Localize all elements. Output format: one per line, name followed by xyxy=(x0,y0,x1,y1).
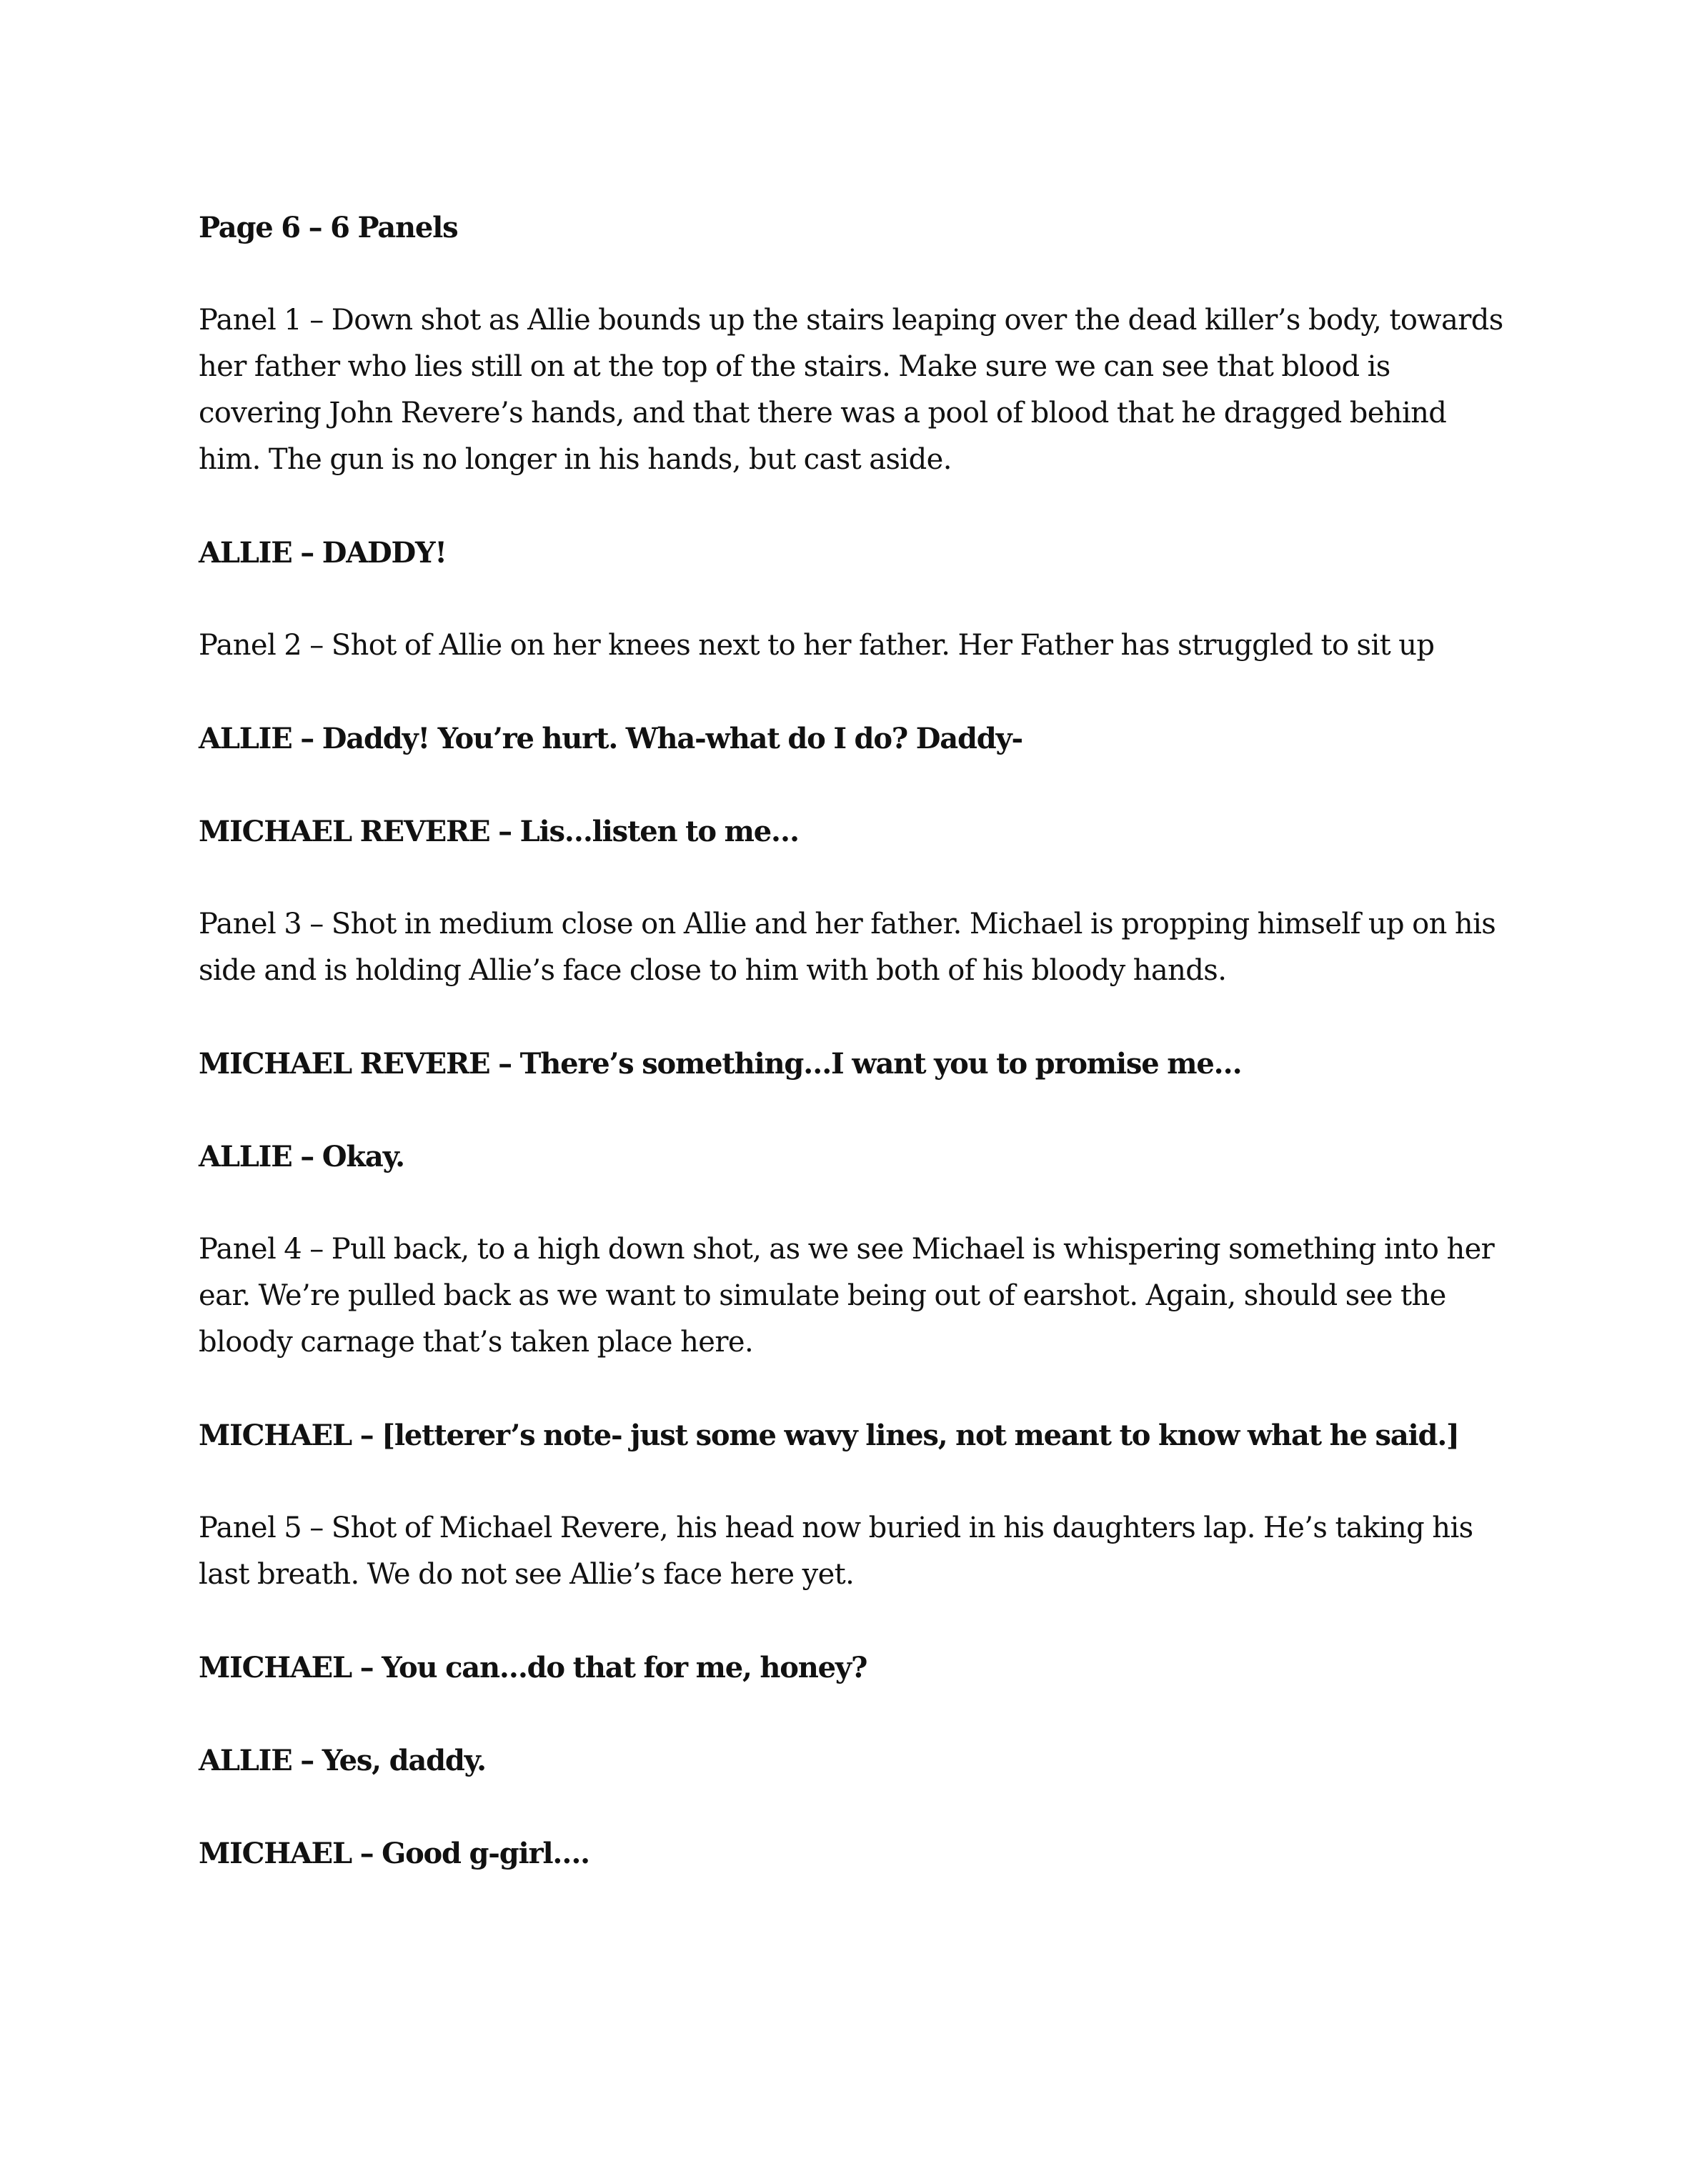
panel-5-description: Panel 5 – Shot of Michael Revere, his head now buried in his daughters lap. He’s taking his last breath. We do not see Allie’s face here yet. xyxy=(199,1512,1473,1591)
panel-2-description: Panel 2 – Shot of Allie on her knees next to her father. Her Father has struggled to sit up xyxy=(199,629,1435,662)
dialogue-line: ALLIE – Okay. xyxy=(199,1140,404,1173)
dialogue-line: MICHAEL – [letterer’s note- just some wavy lines, not meant to know what he said.] xyxy=(199,1419,1459,1452)
dialogue-line: MICHAEL – Good g-girl…. xyxy=(199,1837,589,1870)
dialogue-line: MICHAEL REVERE – There’s something…I want you to promise me… xyxy=(199,1047,1242,1081)
script-body xyxy=(199,204,1506,1923)
panel-3-description: Panel 3 – Shot in medium close on Allie and her father. Michael is propping himself up on his side and is holding Allie’s face close to him with both of his bloody hands. xyxy=(199,908,1496,987)
dialogue-line: MICHAEL – You can…do that for me, honey? xyxy=(199,1651,867,1684)
panel-4-description: Panel 4 – Pull back, to a high down shot, as we see Michael is whispering something into her ear. We’re pulled back as we want to simulate being out of earshot. Again, should see the bloody carnage that’s taken place here. xyxy=(199,1233,1495,1359)
dialogue-line: MICHAEL REVERE – Lis…listen to me… xyxy=(199,815,799,848)
dialogue-line: ALLIE – Daddy! You’re hurt. Wha-what do I do? Daddy- xyxy=(199,722,1022,755)
dialogue-line: ALLIE – Yes, daddy. xyxy=(199,1744,486,1777)
panel-1-description: Panel 1 – Down shot as Allie bounds up the stairs leaping over the dead killer’s body, towards her father who lies still on at the top of the stairs. Make sure we can see that blood is covering John Revere’s hands, and that there was a pool of blood that he dragged behind him. The gun is no longer in his hands, but cast aside. xyxy=(199,304,1503,476)
page-heading: Page 6 – 6 Panels xyxy=(199,211,458,244)
dialogue-line: ALLIE – DADDY! xyxy=(199,536,447,570)
